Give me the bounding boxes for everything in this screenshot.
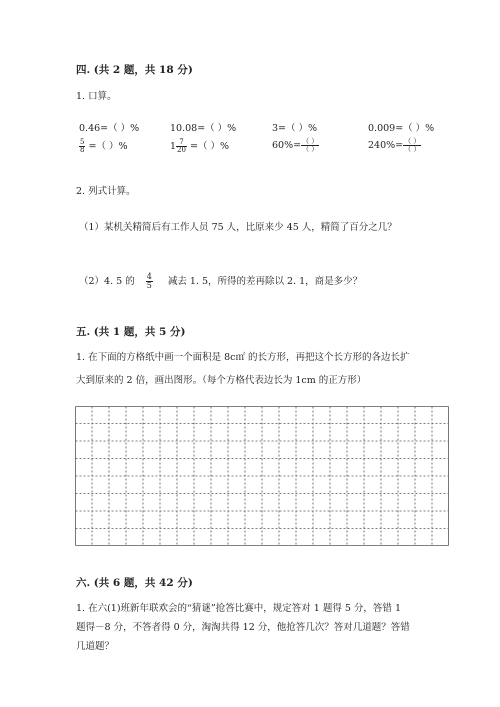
oral-calc-7 — [272, 138, 319, 153]
oral-calc-3: 3=（ ）% — [272, 123, 318, 134]
mixed-number-whole: 1 — [170, 141, 177, 152]
oral-calc-8-head: 240%= — [368, 140, 404, 151]
section-6-heading: 六. (共 6 题，共 42 分) — [76, 577, 193, 589]
fraction-denominator: （ ） — [302, 145, 319, 153]
oral-calc-5 — [79, 138, 128, 154]
section-5-line-1: 1. 在下面的方格纸中画一个面积是 8c㎡ 的长方形，再把这个长方形的各边长扩 — [76, 352, 410, 363]
fraction-denominator: 20 — [177, 146, 186, 154]
section-4-heading: 四. (共 2 题，共 18 分) — [76, 64, 193, 76]
fraction-numerator: 7 — [176, 139, 187, 147]
fraction-numerator: 4 — [146, 272, 152, 281]
question-2-part-2 — [79, 273, 362, 290]
grid-lines — [75, 406, 449, 546]
section-6-line-2: 题得－8 分，不答者得 0 分，淘淘共得 12 分，他抢答几次？答对几道题？答错 — [76, 622, 410, 633]
fraction-denominator: （ ） — [404, 145, 421, 153]
fraction-numerator: （ ） — [302, 137, 319, 145]
oral-calc-6 — [170, 138, 229, 154]
section-5-line-2: 大到原来的 2 倍，画出图形。（每个方格代表边长为 1cm 的正方形） — [76, 375, 367, 386]
oral-calc-6-tail: =（ ）% — [190, 141, 230, 152]
part-2-head: （2）4. 5 的 — [79, 276, 135, 287]
fraction-denominator: 5 — [146, 281, 152, 290]
question-1-title: 1. 口算。 — [76, 91, 117, 102]
fraction-numerator: 5 — [80, 138, 85, 146]
oral-calc-7-head: 60%= — [272, 140, 302, 151]
oral-calc-8 — [368, 138, 421, 153]
fraction-numerator: （ ） — [404, 137, 421, 145]
section-5-heading: 五. (共 1 题，共 5 分) — [76, 326, 186, 338]
oral-calc-2: 10.08=（ ）% — [170, 123, 237, 134]
grid-paper[interactable] — [75, 406, 449, 546]
oral-calc-1: 0.46=（ ）% — [79, 123, 140, 134]
section-6-line-3: 几道题？ — [76, 641, 115, 652]
fraction-denominator: 8 — [80, 146, 85, 154]
oral-calc-5-tail: =（ ）% — [88, 141, 128, 152]
part-2-tail: 减去 1. 5，所得的差再除以 2. 1，商是多少？ — [167, 276, 363, 287]
question-2-title: 2. 列式计算。 — [76, 186, 136, 197]
question-2-part-1: （1）某机关精简后有工作人员 75 人，比原来少 45 人，精简了百分之几？ — [79, 222, 397, 233]
section-6-line-1: 1. 在六(1)班新年联欢会的“猜谜”抢答比赛中，规定答对 1 题得 5 分，答错 1 — [76, 603, 401, 614]
oral-calc-4: 0.009=（ ）% — [368, 123, 435, 134]
